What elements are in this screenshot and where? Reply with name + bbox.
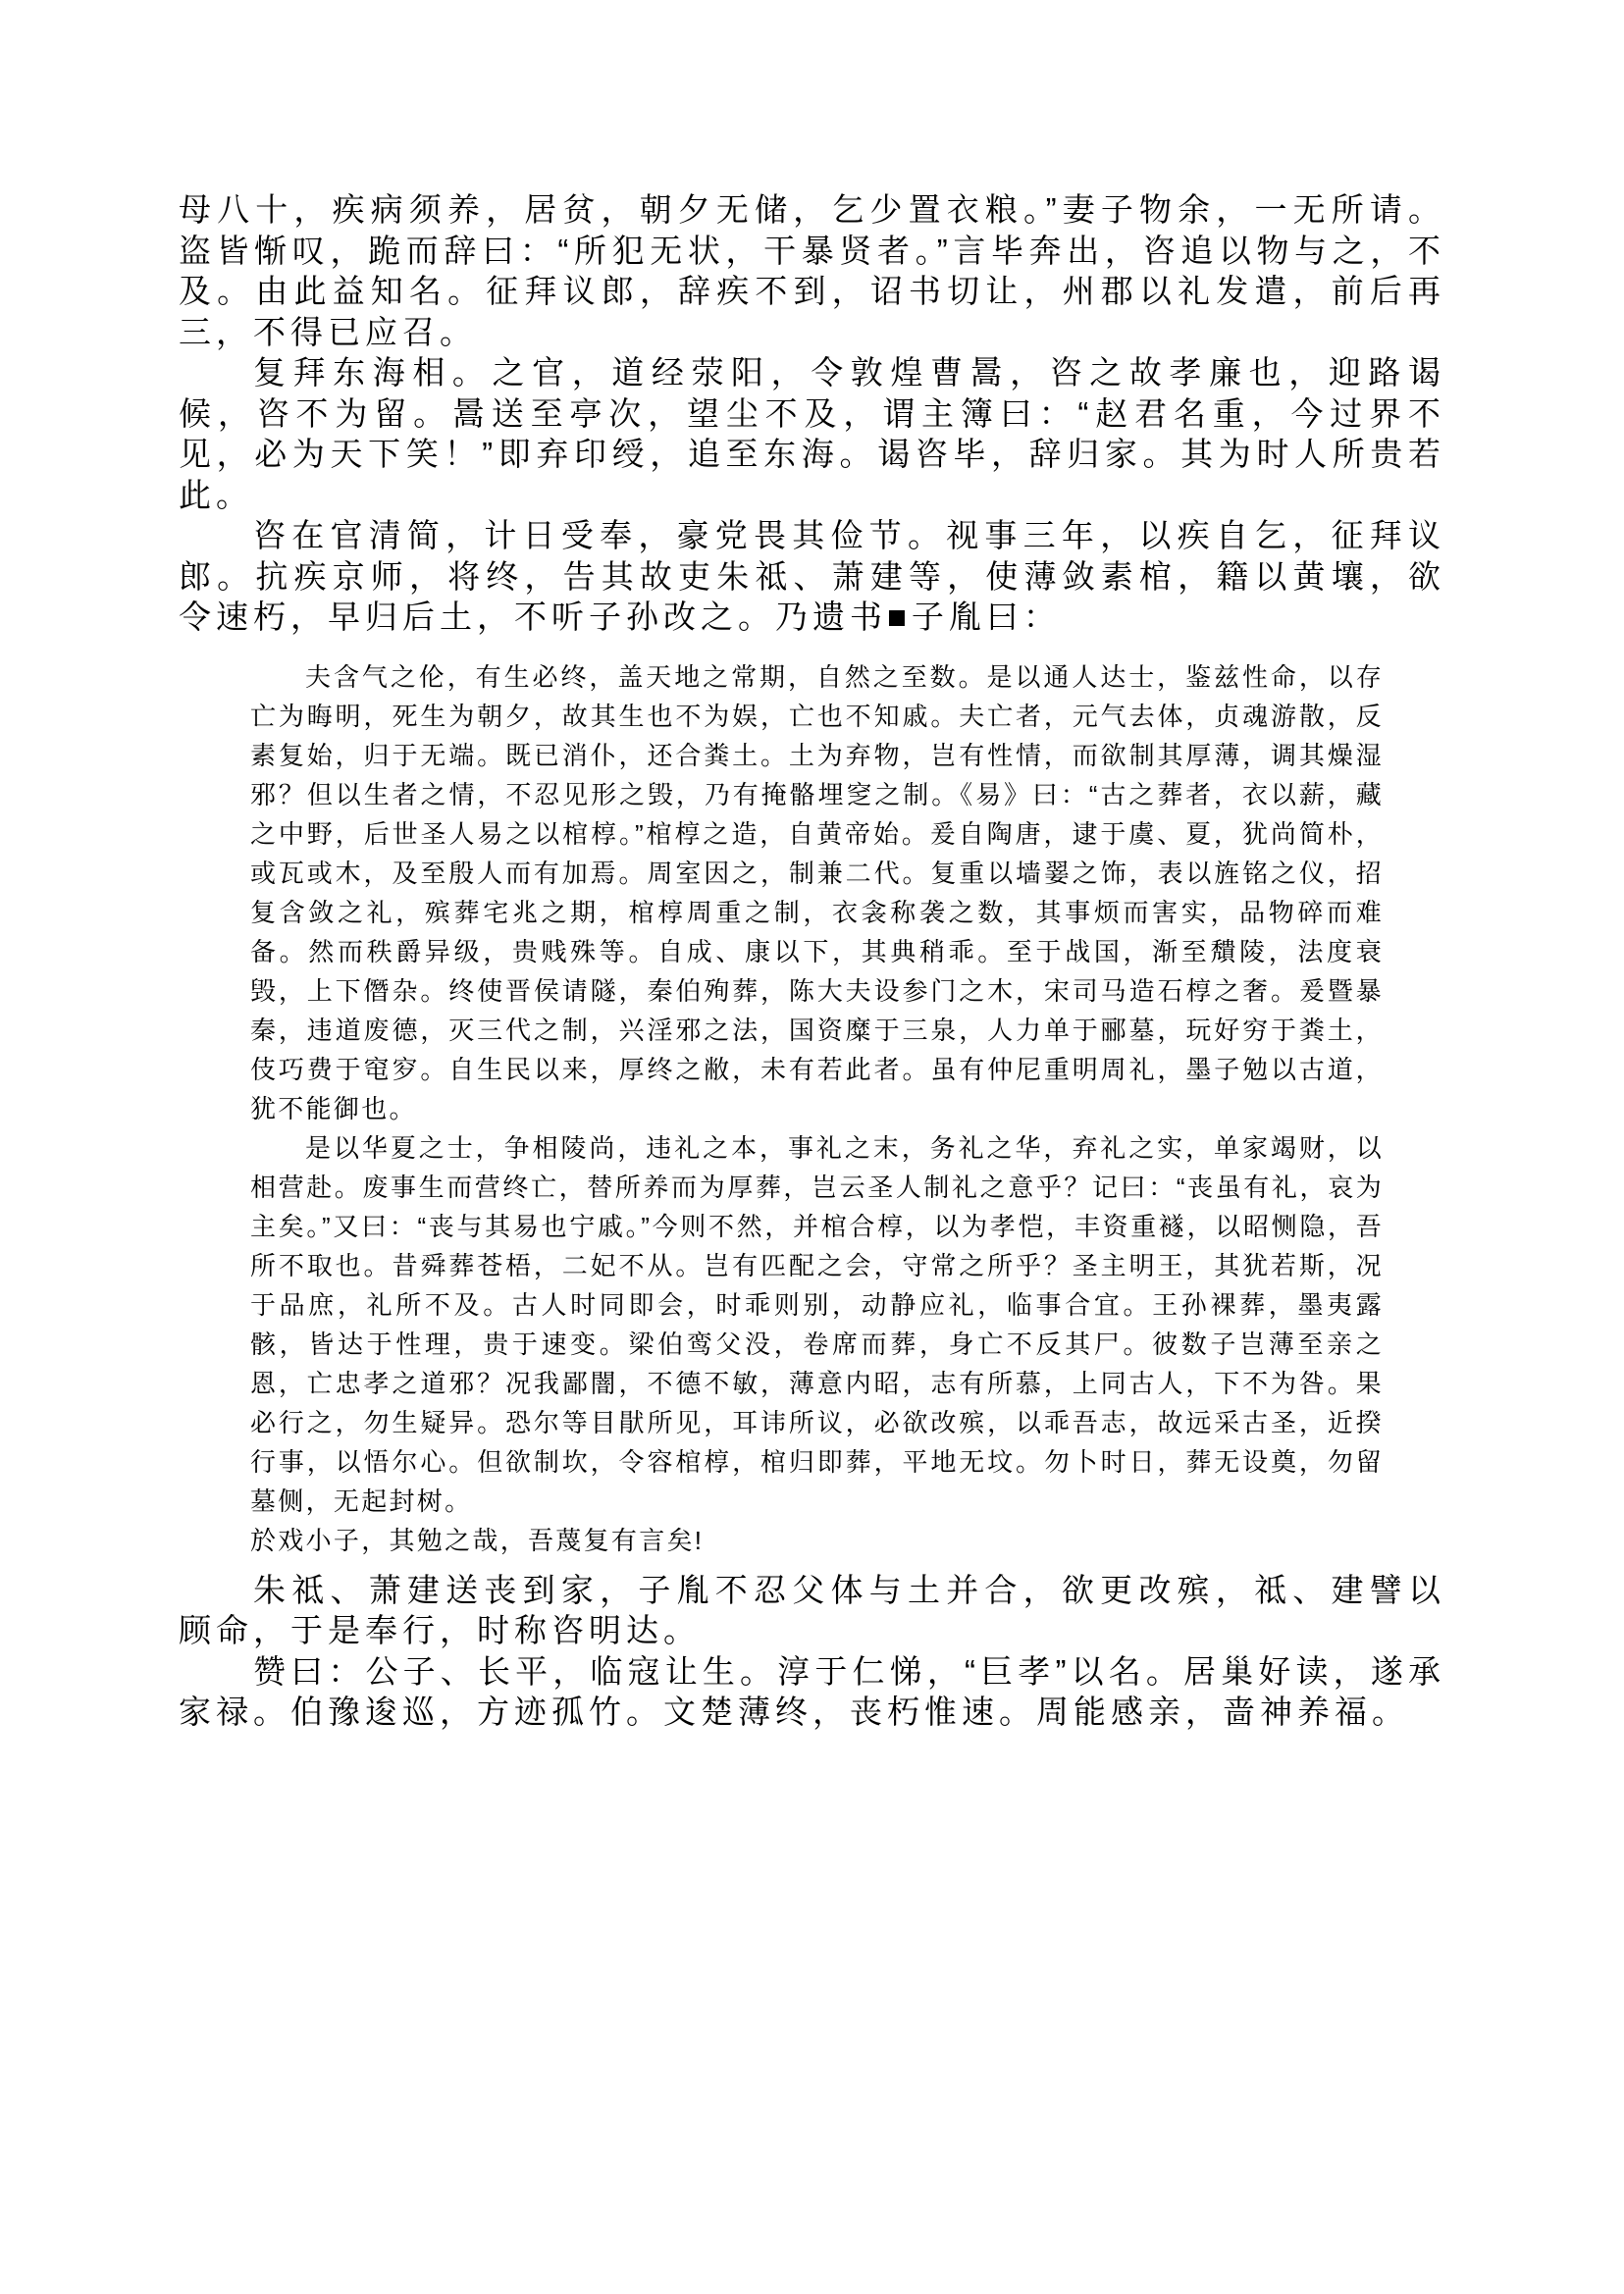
paragraph-qingjian: 咨在官清简，计日受奉，豪党畏其俭节。视事三年，以疾自乞，征拜议郎。抗疾京师，将终，告其故吏朱祗、萧建等，使薄敛素棺，籍以黄壤，欲令速朽，早归后土，不听子孙改之。乃遗书■子胤曰： [179,517,1445,635]
paragraph-donghai: 复拜东海相。之官，道经荥阳，令敦煌曹暠，咨之故孝廉也，迎路谒候，咨不为留。暠送至亭次，望尘不及，谓主簿曰：“赵君名重，今过界不见，必为天下笑！”即弃印绶，追至东海。谒咨毕，辞归家。其为时人所贵若此。 [179,354,1445,513]
letter-paragraph-2: 是以华夏之士，争相陵尚，违礼之本，事礼之末，务礼之华，弃礼之实，单家竭财，以相营赴。废事生而营终亡，替所养而为厚葬，岂云圣人制礼之意乎？记曰：“丧虽有礼，哀为主矣。”又曰：“丧与其易也宁戚。”今则不然，并棺合椁，以为孝恺，丰资重襚，以昭恻隐，吾所不取也。昔舜葬苍梧，二妃不从。岂有匹配之会，守常之所乎？圣主明王，其犹若斯，况于品庶，礼所不及。古人时同即会，时乖则别，动静应礼，临事合宜。王孙裸葬，墨夷露骸，皆达于性理，贵于速变。梁伯鸾父没，卷席而葬，身亡不反其尸。彼数子岂薄至亲之恩，亡忠孝之道邪？况我鄙闇，不德不敏，薄意内昭，志有所慕，上同古人，下不为咎。果必行之，勿生疑异。恐尔等目猒所见，耳讳所议，必欲改殡，以乖吾志，故远采古圣，近揆行事，以悟尔心。但欲制坎，令容棺椁，棺归即葬，平地无坟。勿卜时日，葬无设奠，勿留墓侧，无起封树。 [250,1132,1384,1516]
letter-quote-block [250,657,1384,1560]
paragraph-zan: 赞曰：公子、长平，临寇让生。淳于仁悌，“巨孝”以名。居巢好读，遂承家禄。伯豫逡巡，方迹孤竹。文楚薄终，丧朽惟速。周能感亲，啬神养福。 [179,1652,1445,1730]
letter-closing-line: 於戏小子，其勉之哉，吾蔑复有言矣! [250,1525,705,1555]
paragraph-burial: 朱祗、萧建送丧到家，子胤不忍父体与土并合，欲更改殡，祗、建譬以顾命，于是奉行，时称咨明达。 [179,1571,1445,1648]
paragraph-continuation: 母八十，疾病须养，居贫，朝夕无储，乞少置衣粮。”妻子物余，一无所请。盗皆惭叹，跪而辞曰：“所犯无状，干暴贤者。”言毕奔出，咨追以物与之，不及。由此益知名。征拜议郎，辞疾不到，诏书切让，州郡以礼发遣，前后再三，不得已应召。 [179,191,1445,350]
letter-paragraph-1: 夫含气之伦，有生必终，盖天地之常期，自然之至数。是以通人达士，鉴兹性命，以存亡为晦明，死生为朝夕，故其生也不为娱，亡也不知戚。夫亡者，元气去体，贞魂游散，反素复始，归于无端。既已消仆，还合粪土。土为弃物，岂有性情，而欲制其厚薄，调其燥湿邪？但以生者之情，不忍见形之毁，乃有掩骼埋窆之制。《易》曰：“古之葬者，衣以薪，藏之中野，后世圣人易之以棺椁。”棺椁之造，自黄帝始。爰自陶唐，逮于虞、夏，犹尚简朴，或瓦或木，及至殷人而有加焉。周室因之，制兼二代。复重以墙翣之饰，表以旌铭之仪，招复含敛之礼，殡葬宅兆之期，棺椁周重之制，衣衾称袭之数，其事烦而害实，品物碎而难备。然而秩爵异级，贵贱殊等。自成、康以下，其典稍乖。至于战国，渐至穨陵，法度衰毁，上下僭杂。终使晋侯请隧，秦伯殉葬，陈大夫设参门之木，宋司马造石椁之奢。爰暨暴秦，违道废德，灭三代之制，兴淫邪之法，国资糜于三泉，人力单于郦墓，玩好穷于粪土，伎巧费于窀穸。自生民以来，厚终之敝，未有若此者。虽有仲尼重明周礼，墨子勉以古道，犹不能御也。 [250,661,1384,1123]
